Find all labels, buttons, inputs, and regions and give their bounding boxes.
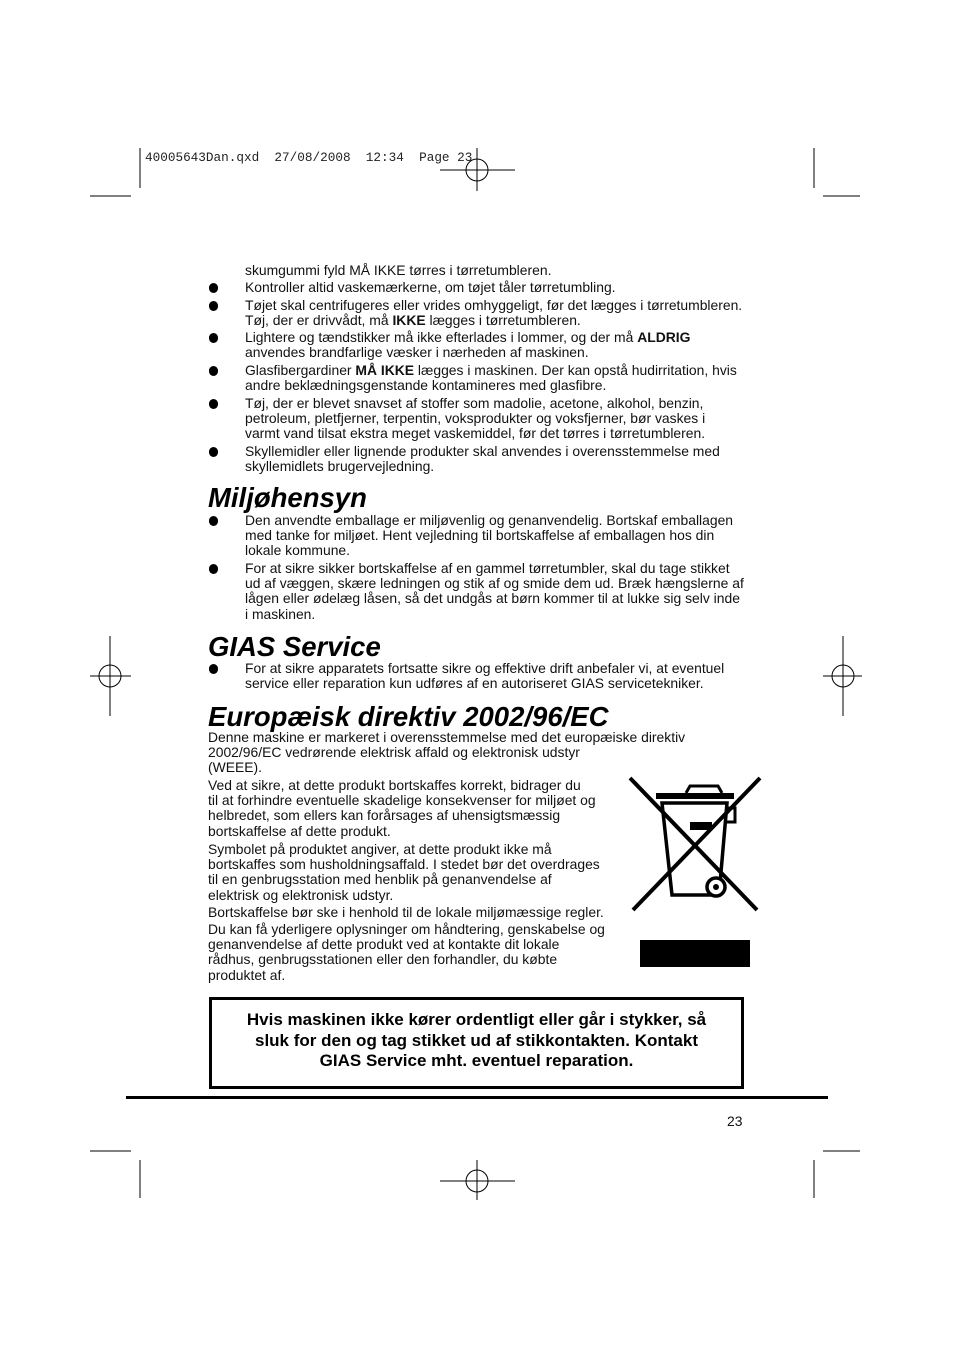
text-segment: lægges i maskinen. Der kan opstå hudirritation, hvis bbox=[414, 361, 737, 378]
text-line: skumgummi fyld MÅ IKKE tørres i tørretumbleren. bbox=[245, 261, 552, 278]
bin-handle bbox=[686, 786, 722, 793]
text-line: i maskinen. bbox=[245, 605, 316, 622]
safety-item bbox=[208, 298, 768, 329]
registration-mark-right bbox=[823, 636, 862, 716]
environment-item bbox=[208, 561, 768, 623]
section-heading-service: GIAS Service bbox=[208, 631, 381, 662]
crossed-out-wheeled-bin-icon bbox=[625, 770, 765, 970]
print-slug: 40005643Dan.qxd 27/08/2008 12:34 Page 23 bbox=[145, 150, 473, 165]
notice-line: GIAS Service mht. eventuel reparation. bbox=[319, 1051, 634, 1070]
page-number: 23 bbox=[727, 1112, 743, 1129]
text-segment: lægges i tørretumbleren. bbox=[425, 311, 581, 328]
bullet-icon bbox=[209, 399, 219, 409]
text-line: For at sikre sikker bortskaffelse af en gammel tørretumbler, skal du tage stikket bbox=[245, 559, 730, 576]
text-line: Symbolet på produktet angiver, at dette produkt ikke må bbox=[208, 840, 552, 857]
emphasis-text: ALDRIG bbox=[637, 328, 691, 345]
text-line: Skyllemidler eller lignende produkter skal anvendes i overensstemmelse med bbox=[245, 442, 720, 459]
text-line: bortskaffelse af dette produkt. bbox=[208, 822, 391, 839]
bullet-text bbox=[245, 396, 768, 442]
text-line: elektrisk og elektronisk udstyr. bbox=[208, 886, 394, 903]
text-line: lokale kommune. bbox=[245, 542, 351, 559]
safety-item bbox=[208, 444, 768, 475]
text-line: petroleum, pletfjerner, terpentin, voksprodukter og voksfjerner, bør vaskes i bbox=[245, 409, 706, 426]
directive-paragraph bbox=[208, 922, 605, 984]
text-line: ud af væggen, skære ledningen og stik af og smide dem ud. Bræk hængslerne af bbox=[245, 574, 744, 591]
text-line: Denne maskine er markeret i overensstemmelse med det europæiske direktiv bbox=[208, 728, 686, 745]
bullet-text bbox=[245, 513, 768, 559]
bin-wheel-hub bbox=[713, 884, 719, 890]
text-line: produktet af. bbox=[208, 966, 286, 983]
text-line: til at forhindre eventuelle skadelige konsekvenser for miljøet og bbox=[208, 791, 596, 808]
bullet-icon bbox=[209, 564, 219, 574]
directive-paragraph bbox=[208, 730, 685, 776]
bin-lid bbox=[656, 793, 734, 799]
bullet-icon bbox=[209, 447, 219, 457]
notice-line: Hvis maskinen ikke kører ordentligt eller går i stykker, så bbox=[246, 1010, 707, 1029]
text-segment: Lightere og tændstikker må ikke efterlades i lommer, og der må bbox=[245, 328, 638, 345]
registration-mark-bottom bbox=[440, 1160, 515, 1200]
text-line: med tanke for miljøet. Hent vejledning til bortskaffelse af emballagen hos din bbox=[245, 526, 715, 543]
text-line: For at sikre apparatets fortsatte sikre og effektive drift anbefaler vi, at eventuel bbox=[245, 659, 725, 676]
text-line: rådhus, genbrugsstationen eller den forhandler, du købte bbox=[208, 951, 558, 968]
bullet-text bbox=[245, 280, 768, 295]
text-line: Tøj, der er blevet snavset af stoffer som madolie, acetone, alkohol, benzin, bbox=[245, 394, 704, 411]
safety-item bbox=[208, 363, 768, 394]
text-line: Kontroller altid vaskemærkerne, om tøjet tåler tørretumbling. bbox=[245, 278, 616, 295]
text-line: Du kan få yderligere oplysninger om håndtering, genskabelse og bbox=[208, 920, 605, 937]
weee-black-bar bbox=[640, 940, 750, 967]
text-line bbox=[245, 330, 768, 345]
text-line: lågen eller ødelæg låsen, så det undgås at børn kommer til at lukke sig selv inde bbox=[245, 590, 740, 607]
bullet-text bbox=[245, 263, 768, 278]
directive-paragraph bbox=[208, 905, 604, 920]
text-line bbox=[245, 313, 768, 328]
bullet-text bbox=[245, 330, 768, 361]
section-heading-directive: Europæisk direktiv 2002/96/EC bbox=[208, 701, 609, 732]
text-line: til en genbrugsstation med henblik på genanvendelse af bbox=[208, 871, 552, 888]
registration-mark-left bbox=[90, 636, 131, 716]
bullet-icon bbox=[209, 283, 219, 293]
text-line: Tøjet skal centrifugeres eller vrides omhyggeligt, før det lægges i tørretumbleren. bbox=[245, 296, 743, 313]
text-line bbox=[245, 363, 768, 378]
safety-item bbox=[208, 280, 768, 295]
text-segment: Glasfibergardiner bbox=[245, 361, 356, 378]
text-line: varmt vand tilsat ekstra meget vaskemiddel, før det tørres i tørretumbleren. bbox=[245, 425, 706, 442]
directive-paragraph bbox=[208, 778, 596, 840]
bullet-text bbox=[245, 363, 768, 394]
repair-notice-box bbox=[209, 997, 744, 1089]
text-line: Den anvendte emballage er miljøvenlig og genanvendelig. Bortskaf emballagen bbox=[245, 511, 734, 528]
bullet-icon bbox=[209, 301, 219, 311]
text-line: 2002/96/EC vedrørende elektrisk affald og elektronisk udstyr bbox=[208, 743, 580, 760]
safety-continuation bbox=[208, 263, 768, 278]
notice-line: sluk for den og tag stikket ud af stikkontakten. Kontakt bbox=[254, 1030, 698, 1050]
safety-item bbox=[208, 330, 768, 361]
bullet-icon bbox=[209, 664, 219, 674]
bullet-text bbox=[245, 661, 768, 692]
text-line: helbredet, som ellers kan forårsages af uhensigtsmæssig bbox=[208, 807, 561, 824]
bullet-icon bbox=[209, 366, 219, 376]
section-heading-environment: Miljøhensyn bbox=[208, 482, 367, 513]
bullet-text bbox=[245, 298, 768, 329]
text-line: Ved at sikre, at dette produkt bortskaffes korrekt, bidrager du bbox=[208, 776, 581, 793]
safety-item bbox=[208, 396, 768, 442]
bullet-text bbox=[245, 444, 768, 475]
bullet-icon bbox=[209, 333, 219, 343]
text-segment: Tøj, der er drivvådt, må bbox=[245, 311, 393, 328]
service-item bbox=[208, 661, 768, 692]
text-line: anvendes brandfarlige væsker i nærheden af maskinen. bbox=[245, 343, 589, 360]
text-line: Bortskaffelse bør ske i henhold til de lokale miljømæssige regler. bbox=[208, 903, 604, 920]
text-line: andre beklædningsgenstande kontamineres med glasfibre. bbox=[245, 376, 607, 393]
bullet-icon bbox=[209, 516, 219, 526]
directive-paragraph bbox=[208, 842, 600, 904]
text-line: genanvendelse af dette produkt ved at kontakte dit lokale bbox=[208, 935, 560, 952]
environment-item bbox=[208, 513, 768, 559]
text-line: (WEEE). bbox=[208, 759, 263, 776]
text-line: skyllemidlets brugervejledning. bbox=[245, 457, 435, 474]
text-line: service eller reparation kun udføres af en autoriseret GIAS servicetekniker. bbox=[245, 674, 704, 691]
emphasis-text: MÅ IKKE bbox=[355, 361, 415, 378]
footer-rule bbox=[126, 1096, 828, 1099]
emphasis-text: IKKE bbox=[392, 311, 426, 328]
bullet-text bbox=[245, 561, 768, 623]
text-line: bortskaffes som husholdningsaffald. I stedet bør det overdrages bbox=[208, 855, 600, 872]
